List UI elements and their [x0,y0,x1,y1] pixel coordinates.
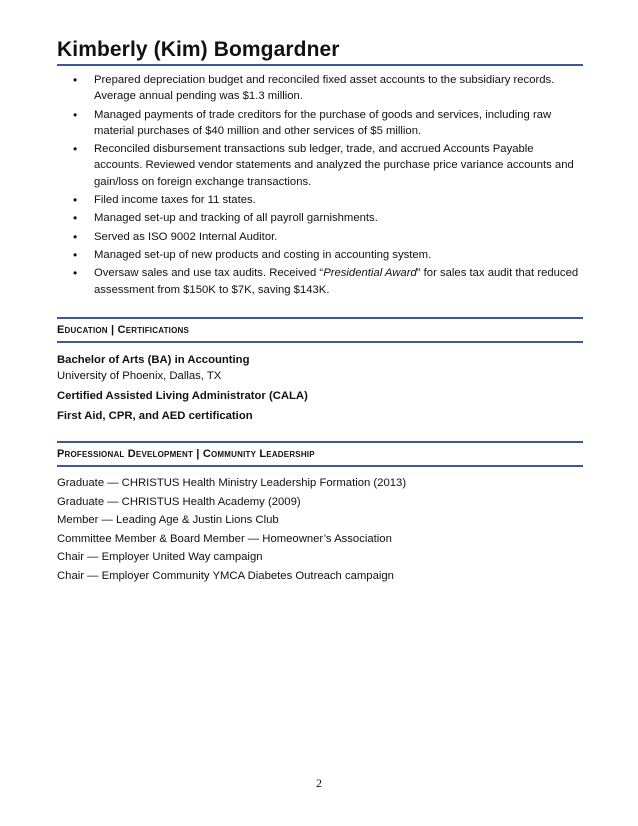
development-section-header [57,441,583,467]
degree-title: Bachelor of Arts (BA) in Accounting [57,354,250,366]
bullet-dot: • [73,107,78,122]
development-section-title: Professional Development | Community Leadership [57,448,315,460]
development-item: Member — Leading Age & Justin Lions Club [57,514,279,526]
development-item: Chair — Employer United Way campaign [57,551,263,563]
education-section [57,352,583,424]
education-section-title: Education | Certifications [57,324,190,336]
header-rule [57,64,583,66]
experience-bullet-list [57,72,583,300]
development-item: Graduate — CHRISTUS Health Academy (2009) [57,495,301,508]
candidate-name: Kimberly (Kim) Bomgardner [57,38,340,61]
bullet-item [57,229,583,245]
certification-first-aid: First Aid, CPR, and AED certification [57,410,253,422]
bullet-item [57,192,583,208]
bullet-dot: • [73,73,78,87]
bullet-dot: • [73,193,78,208]
bullet-item [57,72,583,105]
award-text-after: ” for sales tax audit that reduced assessment from $150K to $7K, saving $143K. [94,267,579,296]
education-section-header [57,317,583,343]
bullet-item [57,265,583,298]
bullet-dot: • [73,266,78,281]
development-item: Committee Member & Board Member — Homeowner’s Association [57,532,392,545]
bullet-item [57,247,583,263]
bullet-text: Managed set-up of new products and costing in accounting system. [94,248,432,261]
bullet-text: Reconciled disbursement transactions sub ledger, trade, and accrued Accounts Payable accounts. Reviewed vendor statements and analyzed the purchase price variance accounts and gain/loss on foreign exchange transactions. [94,143,574,188]
bullet-item [57,141,583,190]
development-item: Chair — Employer Community YMCA Diabetes Outreach campaign [57,569,394,582]
bullet-text: Served as ISO 9002 Internal Auditor. [94,230,278,243]
bullet-dot: • [73,229,78,244]
page-number: 2 [316,776,322,790]
school-name: University of Phoenix, Dallas, TX [57,370,222,382]
development-item: Graduate — CHRISTUS Health Ministry Leadership Formation (2013) [57,477,407,489]
development-section [57,474,583,585]
award-text-before: Oversaw sales and use tax audits. Received “ [94,267,324,280]
bullet-dot: • [73,247,78,262]
bullet-item [57,210,583,226]
bullet-text: Managed set-up and tracking of all payroll garnishments. [94,212,378,225]
bullet-text: Prepared depreciation budget and reconciled fixed asset accounts to the subsidiary records. Average annual pending was $1.3 million. [94,74,555,103]
bullet-text [94,265,583,298]
bullet-item [57,107,583,140]
bullet-dot: • [73,142,78,157]
award-name: Presidential Award [323,267,417,280]
bullet-text: Filed income taxes for 11 states. [94,194,256,207]
bullet-text: Managed payments of trade creditors for the purchase of goods and services, including raw material purchases of $40 million and other services of $5 million. [94,108,552,137]
certification-cala: Certified Assisted Living Administrator (CALA) [57,390,308,402]
bullet-dot: • [73,211,78,226]
